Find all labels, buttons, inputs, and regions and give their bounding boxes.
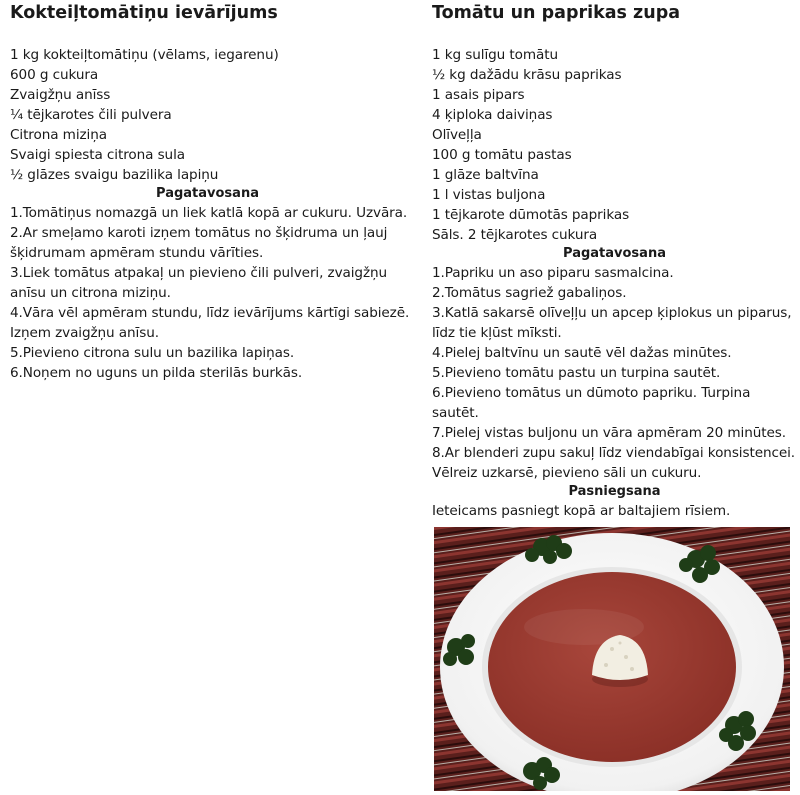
step-line: 4.Vāra vēl apmēram stundu, līdz ievārījums kārtīgi sabiezē.: [10, 305, 410, 321]
preparation-steps: [10, 203, 410, 383]
step-line: anīsu un citrona miziņu.: [10, 285, 171, 301]
ingredient-item: Citrona miziņa: [10, 127, 107, 143]
preparation-steps: [432, 263, 797, 483]
step-line: 6.Pievieno tomātus un dūmoto papriku. Turpina: [432, 385, 751, 401]
ingredient-item: Svaigi spiesta citrona sula: [10, 147, 185, 163]
step-line: 8.Ar blenderi zupu sakuļ līdz viendabīgai konsistencei.: [432, 445, 796, 461]
ingredient-item: 1 kg kokteiļtomātiņu (vēlams, iegarenu): [10, 47, 279, 63]
recipe-title: Tomātu un paprikas zupa: [432, 3, 681, 23]
soup-photo: [434, 527, 790, 791]
step-line: šķidrumam apmēram stundu vārīties.: [10, 245, 264, 261]
ingredient-item: 1 l vistas buljona: [432, 187, 546, 203]
recipe-soup: [432, 0, 797, 521]
step-line: Vēlreiz uzkarsē, pievieno sāli un cukuru.: [432, 465, 702, 481]
step-line: 1.Papriku un aso piparu sasmalcina.: [432, 265, 674, 281]
ingredient-item: 600 g cukura: [10, 67, 99, 83]
step-line: 6.Noņem no uguns un pilda sterilās burkās.: [10, 365, 303, 381]
step-line: Izņem zvaigžņu anīsu.: [10, 325, 159, 341]
step-line: 7.Pielej vistas buljonu un vāra apmēram 20 minūtes.: [432, 425, 786, 441]
step-line: līdz tie kļūst mīksti.: [432, 325, 562, 341]
ingredient-item: 1 tējkarote dūmotās paprikas: [432, 207, 630, 223]
ingredient-item: 1 kg sulīgu tomātu: [432, 47, 558, 63]
ingredient-item: 1 asais pipars: [432, 87, 525, 103]
serving-text: Ieteicams pasniegt kopā ar baltajiem rīsiem.: [432, 503, 731, 519]
step-line: 1.Tomātiņus nomazgā un liek katlā kopā ar cukuru. Uzvāra.: [10, 205, 408, 221]
step-line: 2.Tomātus sagriež gabaliņos.: [432, 285, 627, 301]
ingredient-list: [432, 45, 797, 245]
ingredient-item: 4 ķiploka daiviņas: [432, 107, 553, 123]
step-line: 4.Pielej baltvīnu un sautē vēl dažas minūtes.: [432, 345, 732, 361]
step-line: 2.Ar smeļamo karoti izņem tomātus no šķidruma un ļauj: [10, 225, 388, 241]
step-line: 5.Pievieno tomātu pastu un turpina sautēt.: [432, 365, 721, 381]
preparation-heading: Pagatavosana: [156, 186, 259, 201]
recipe-jam: [10, 0, 410, 383]
ingredient-item: Olīveļļa: [432, 127, 482, 143]
ingredient-item: Sāls. 2 tējkarotes cukura: [432, 227, 598, 243]
step-line: sautēt.: [432, 405, 479, 421]
ingredient-item: 1 glāze baltvīna: [432, 167, 539, 183]
ingredient-item: 100 g tomātu pastas: [432, 147, 572, 163]
ingredient-item: ½ kg dažādu krāsu paprikas: [432, 67, 622, 83]
ingredient-item: ½ glāzes svaigu bazilika lapiņu: [10, 167, 219, 183]
serving-heading: Pasniegsana: [568, 484, 661, 499]
step-line: 3.Liek tomātus atpakaļ un pievieno čili pulveri, zvaigžņu: [10, 265, 388, 281]
ingredient-list: [10, 45, 405, 185]
recipe-title: Kokteiļtomātiņu ievārījums: [10, 3, 278, 23]
ingredient-item: ¼ tējkarotes čili pulvera: [10, 107, 172, 123]
ingredient-item: Zvaigžņu anīss: [10, 87, 111, 103]
soup-illustration: [434, 527, 790, 791]
step-line: 3.Katlā sakarsē olīveļļu un apcep ķiplokus un piparus,: [432, 305, 792, 321]
preparation-heading: Pagatavosana: [563, 246, 666, 261]
step-line: 5.Pievieno citrona sulu un bazilika lapiņas.: [10, 345, 295, 361]
